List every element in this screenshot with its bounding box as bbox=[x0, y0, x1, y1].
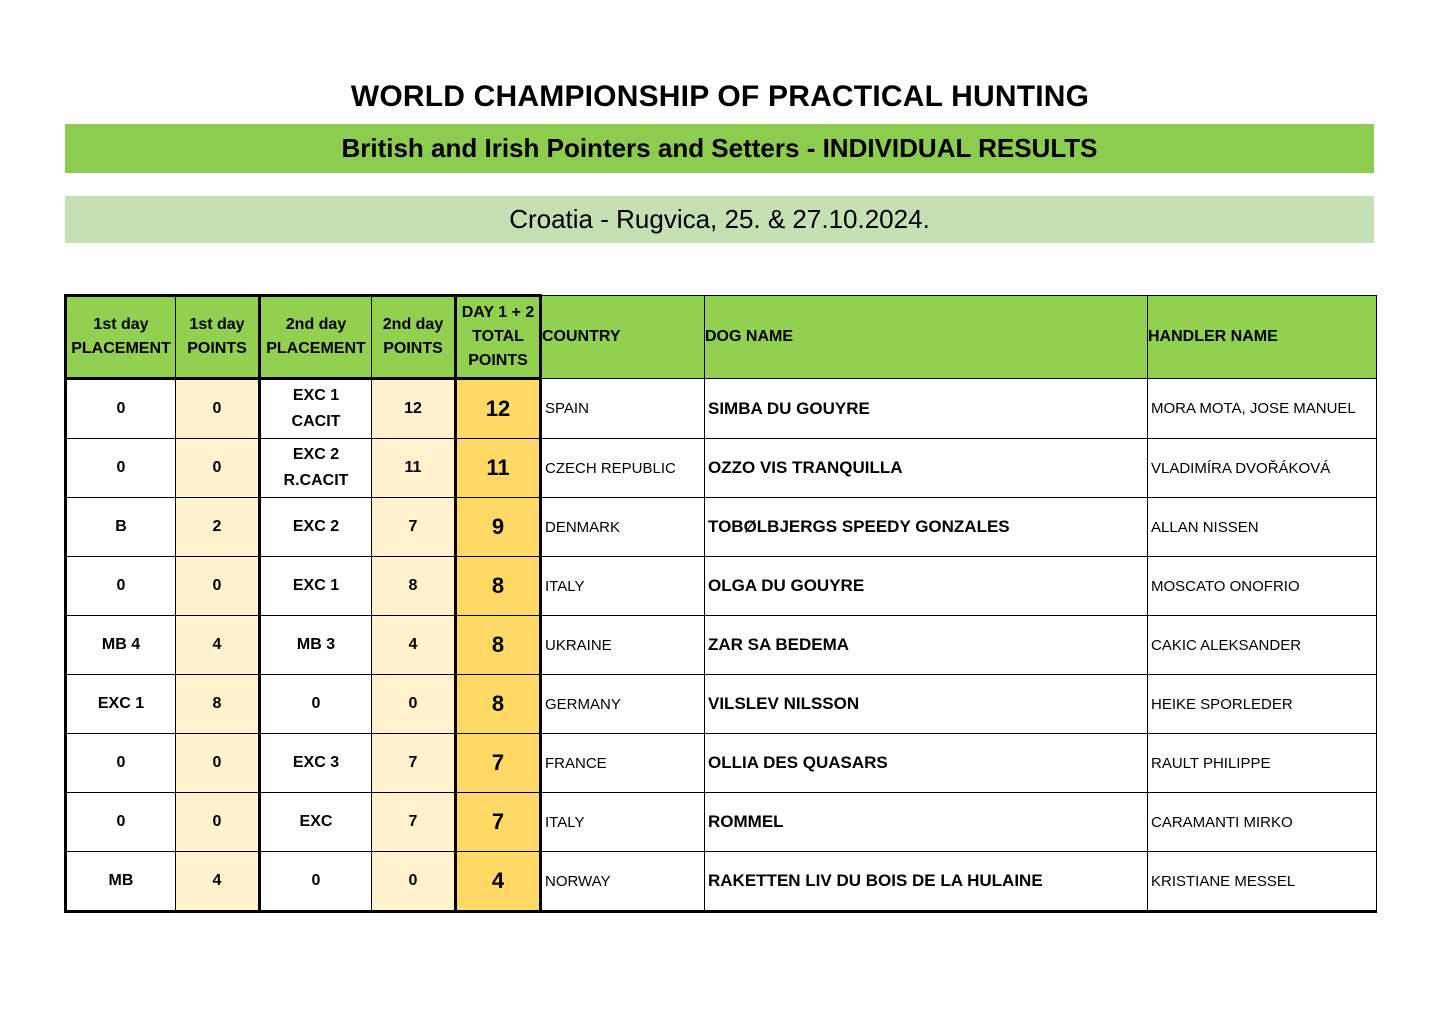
table-row bbox=[66, 675, 1377, 734]
table-row bbox=[66, 852, 1377, 912]
country-cell: CZECH REPUBLIC bbox=[541, 439, 705, 498]
dog-name-cell: OZZO VIS TRANQUILLA bbox=[705, 439, 1148, 498]
table-row bbox=[66, 439, 1377, 498]
country-cell: ITALY bbox=[541, 557, 705, 616]
total-points-cell: 7 bbox=[456, 734, 541, 793]
day2-points-cell: 0 bbox=[372, 852, 456, 912]
header-day1-points-line2: POINTS bbox=[187, 340, 247, 357]
day2-placement-line: EXC 2 bbox=[292, 518, 340, 535]
dog-name-cell: ZAR SA BEDEMA bbox=[705, 616, 1148, 675]
country-cell: DENMARK bbox=[541, 498, 705, 557]
day2-placement-line: EXC bbox=[299, 813, 333, 830]
table-header-row bbox=[66, 296, 1377, 379]
table-row bbox=[66, 616, 1377, 675]
day2-points-cell: 7 bbox=[372, 793, 456, 852]
header-total-line2: TOTAL bbox=[472, 328, 524, 345]
day2-placement-cell bbox=[260, 793, 372, 852]
header-day1-placement bbox=[66, 296, 176, 379]
day1-points-cell: 0 bbox=[176, 557, 260, 616]
day1-points-cell: 2 bbox=[176, 498, 260, 557]
table-row bbox=[66, 379, 1377, 439]
day2-placement-cell bbox=[260, 852, 372, 912]
day2-points-cell: 7 bbox=[372, 734, 456, 793]
day2-placement-line: R.CACIT bbox=[283, 472, 349, 489]
page-title: WORLD CHAMPIONSHIP OF PRACTICAL HUNTING bbox=[350, 80, 1090, 113]
country-cell: UKRAINE bbox=[541, 616, 705, 675]
day1-points-cell: 0 bbox=[176, 379, 260, 439]
table-row bbox=[66, 734, 1377, 793]
day1-placement-cell: 0 bbox=[66, 439, 176, 498]
header-day1-points-line1: 1st day bbox=[189, 316, 245, 333]
day1-placement-cell: MB 4 bbox=[66, 616, 176, 675]
day2-points-cell: 0 bbox=[372, 675, 456, 734]
day2-placement-line: CACIT bbox=[291, 413, 341, 430]
venue-banner: Croatia - Rugvica, 25. & 27.10.2024. bbox=[65, 196, 1374, 243]
header-day2-points-line1: 2nd day bbox=[382, 316, 444, 333]
day1-placement-cell: 0 bbox=[66, 557, 176, 616]
country-cell: GERMANY bbox=[541, 675, 705, 734]
handler-name-cell: RAULT PHILIPPE bbox=[1148, 734, 1377, 793]
day1-placement-cell: 0 bbox=[66, 734, 176, 793]
header-day1-placement-line1: 1st day bbox=[93, 316, 149, 333]
table-row bbox=[66, 557, 1377, 616]
country-cell: NORWAY bbox=[541, 852, 705, 912]
day1-points-cell: 0 bbox=[176, 793, 260, 852]
country-cell: FRANCE bbox=[541, 734, 705, 793]
header-day1-points bbox=[176, 296, 260, 379]
total-points-cell: 9 bbox=[456, 498, 541, 557]
day2-placement-line: EXC 1 bbox=[292, 387, 340, 404]
header-day2-points-line2: POINTS bbox=[383, 340, 443, 357]
header-day1-placement-line2: PLACEMENT bbox=[71, 340, 171, 357]
country-cell: ITALY bbox=[541, 793, 705, 852]
handler-name-cell: HEIKE SPORLEDER bbox=[1148, 675, 1377, 734]
total-points-cell: 7 bbox=[456, 793, 541, 852]
day2-points-cell: 11 bbox=[372, 439, 456, 498]
header-total-line1: DAY 1 + 2 bbox=[461, 304, 535, 321]
table-row bbox=[66, 793, 1377, 852]
day1-points-cell: 0 bbox=[176, 439, 260, 498]
header-total-points bbox=[456, 296, 541, 379]
header-handler-name: HANDLER NAME bbox=[1148, 296, 1377, 379]
day2-placement-line: 0 bbox=[311, 695, 321, 712]
handler-name-cell: VLADIMÍRA DVOŘÁKOVÁ bbox=[1148, 439, 1377, 498]
total-points-cell: 8 bbox=[456, 616, 541, 675]
day2-placement-cell bbox=[260, 379, 372, 439]
day1-placement-cell: 0 bbox=[66, 793, 176, 852]
handler-name-cell: ALLAN NISSEN bbox=[1148, 498, 1377, 557]
header-day2-points bbox=[372, 296, 456, 379]
day2-points-cell: 12 bbox=[372, 379, 456, 439]
dog-name-cell: RAKETTEN LIV DU BOIS DE LA HULAINE bbox=[705, 852, 1148, 912]
day2-placement-line: EXC 3 bbox=[292, 754, 340, 771]
total-points-cell: 4 bbox=[456, 852, 541, 912]
dog-name-cell: VILSLEV NILSSON bbox=[705, 675, 1148, 734]
day2-points-cell: 4 bbox=[372, 616, 456, 675]
header-dog-name: DOG NAME bbox=[705, 296, 1148, 379]
day1-placement-cell: MB bbox=[66, 852, 176, 912]
day2-placement-cell bbox=[260, 557, 372, 616]
handler-name-cell: CARAMANTI MIRKO bbox=[1148, 793, 1377, 852]
dog-name-cell: OLGA DU GOUYRE bbox=[705, 557, 1148, 616]
day2-placement-line: 0 bbox=[311, 872, 321, 889]
header-day2-placement-line1: 2nd day bbox=[285, 316, 347, 333]
results-subtitle-banner: British and Irish Pointers and Setters - INDIVIDUAL RESULTS bbox=[65, 124, 1374, 173]
day2-placement-line: EXC 2 bbox=[292, 446, 340, 463]
day1-placement-cell: EXC 1 bbox=[66, 675, 176, 734]
total-points-cell: 8 bbox=[456, 675, 541, 734]
day2-points-cell: 7 bbox=[372, 498, 456, 557]
results-table bbox=[64, 294, 1377, 913]
day1-points-cell: 8 bbox=[176, 675, 260, 734]
day1-placement-cell: 0 bbox=[66, 379, 176, 439]
day2-placement-cell bbox=[260, 616, 372, 675]
handler-name-cell: KRISTIANE MESSEL bbox=[1148, 852, 1377, 912]
handler-name-cell: CAKIC ALEKSANDER bbox=[1148, 616, 1377, 675]
handler-name-cell: MORA MOTA, JOSE MANUEL bbox=[1148, 379, 1377, 439]
dog-name-cell: OLLIA DES QUASARS bbox=[705, 734, 1148, 793]
day2-placement-cell bbox=[260, 734, 372, 793]
day2-points-cell: 8 bbox=[372, 557, 456, 616]
dog-name-cell: TOBØLBJERGS SPEEDY GONZALES bbox=[705, 498, 1148, 557]
day2-placement-cell bbox=[260, 675, 372, 734]
handler-name-cell: MOSCATO ONOFRIO bbox=[1148, 557, 1377, 616]
header-total-line3: POINTS bbox=[468, 352, 528, 369]
table-row bbox=[66, 498, 1377, 557]
dog-name-cell: ROMMEL bbox=[705, 793, 1148, 852]
day2-placement-cell bbox=[260, 498, 372, 557]
total-points-cell: 12 bbox=[456, 379, 541, 439]
total-points-cell: 11 bbox=[456, 439, 541, 498]
day1-points-cell: 4 bbox=[176, 852, 260, 912]
day2-placement-line: EXC 1 bbox=[292, 577, 340, 594]
dog-name-cell: SIMBA DU GOUYRE bbox=[705, 379, 1148, 439]
day1-placement-cell: B bbox=[66, 498, 176, 557]
day2-placement-line: MB 3 bbox=[296, 636, 336, 653]
header-day2-placement-line2: PLACEMENT bbox=[266, 340, 366, 357]
total-points-cell: 8 bbox=[456, 557, 541, 616]
day1-points-cell: 0 bbox=[176, 734, 260, 793]
header-day2-placement bbox=[260, 296, 372, 379]
day2-placement-cell bbox=[260, 439, 372, 498]
day1-points-cell: 4 bbox=[176, 616, 260, 675]
header-country: COUNTRY bbox=[541, 296, 705, 379]
country-cell: SPAIN bbox=[541, 379, 705, 439]
